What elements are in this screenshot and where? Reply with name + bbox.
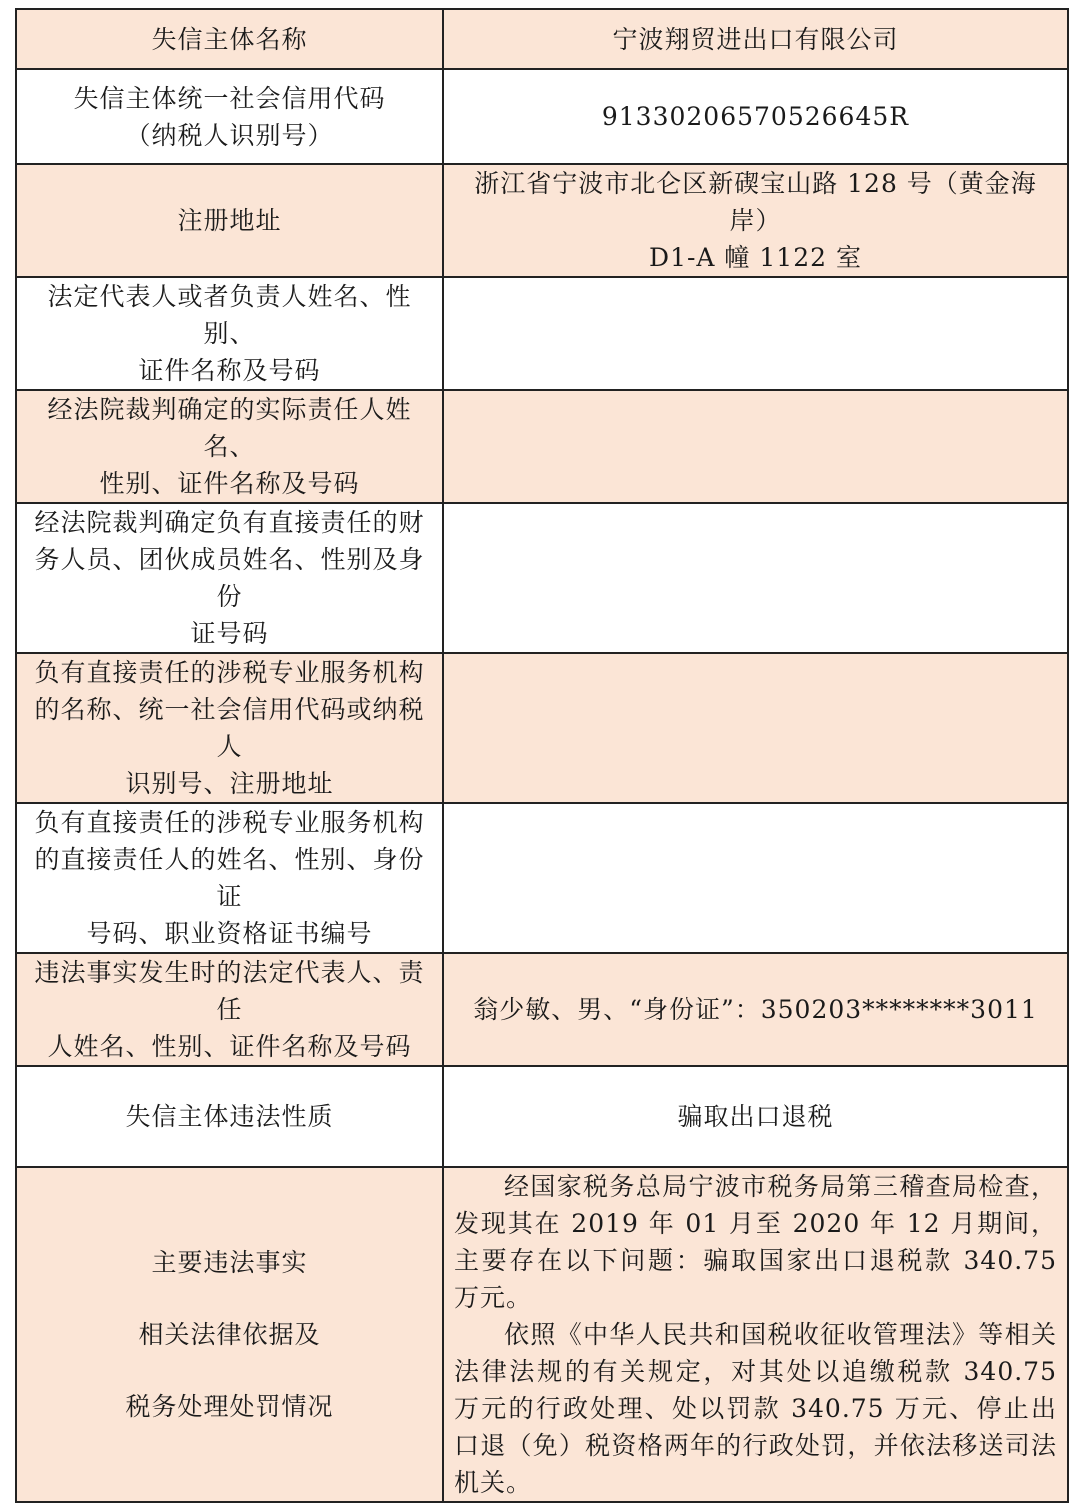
credit-code-label <box>16 69 443 164</box>
row-main-facts <box>16 1167 1068 1502</box>
entity-name-label-text: 失信主体名称 <box>151 24 308 54</box>
representative-at-violation-value-text: 翁少敏、男、“身份证”：350203********3011 <box>473 995 1038 1024</box>
main-facts-label-line-2: 相关法律依据及 <box>138 1319 321 1349</box>
entity-name-value-text: 宁波翔贸进出口有限公司 <box>612 24 899 54</box>
credit-code-value <box>443 69 1068 164</box>
representative-at-violation-label <box>16 953 443 1066</box>
tax-service-agency-label <box>16 653 443 803</box>
row-financial-staff <box>16 503 1068 653</box>
entity-name-label <box>16 9 443 69</box>
row-representative-at-violation <box>16 953 1068 1066</box>
tax-service-agency-label-text: 负有直接责任的涉税专业服务机构 的名称、统一社会信用代码或纳税人 识别号、注册地址 <box>34 658 425 798</box>
agency-responsible-label-text: 负有直接责任的涉税专业服务机构 的直接责任人的姓名、性别、身份证 号码、职业资格证书编号 <box>34 808 425 948</box>
agency-responsible-value <box>443 803 1068 953</box>
row-agency-responsible-person <box>16 803 1068 953</box>
violation-nature-label-text: 失信主体违法性质 <box>125 1102 334 1131</box>
registered-address-label-text: 注册地址 <box>177 206 282 235</box>
main-facts-value <box>443 1167 1068 1502</box>
row-tax-service-agency <box>16 653 1068 803</box>
actual-responsible-label-text: 经法院裁判确定的实际责任人姓名、 性别、证件名称及号码 <box>47 395 412 498</box>
representative-at-violation-value <box>443 953 1068 1066</box>
financial-staff-value <box>443 503 1068 653</box>
main-facts-label-line-3: 税务处理处罚情况 <box>125 1391 334 1421</box>
document-wrapper <box>15 8 1069 1503</box>
legal-representative-value <box>443 277 1068 390</box>
main-facts-paragraph-1: 经国家税务总局宁波市税务局第三稽查局检查，发现其在 2019 年 01 月至 2020 年 12 月期间，主要存在以下问题：骗取国家出口退税款 340.75 万元。 <box>454 1172 1057 1312</box>
agency-responsible-label <box>16 803 443 953</box>
entity-name-value <box>443 9 1068 69</box>
tax-service-agency-value <box>443 653 1068 803</box>
financial-staff-label-text: 经法院裁判确定负有直接责任的财 务人员、团伙成员姓名、性别及身份 证号码 <box>34 508 425 648</box>
main-facts-paragraph-2: 依照《中华人民共和国税收征收管理法》等相关法律法规的有关规定，对其处以追缴税款 340.75 万元的行政处理、处以罚款 340.75 万元、停止出口退（免）税资格两年的行政处罚，并依法移送司法机关。 <box>454 1320 1057 1497</box>
row-entity-name <box>16 9 1068 69</box>
credit-code-value-text: 91330206570526645R <box>601 102 910 131</box>
financial-staff-label <box>16 503 443 653</box>
row-actual-responsible-person <box>16 390 1068 503</box>
legal-representative-label <box>16 277 443 390</box>
violation-nature-label <box>16 1066 443 1167</box>
row-legal-representative <box>16 277 1068 390</box>
row-registered-address <box>16 164 1068 277</box>
registered-address-value-text: 浙江省宁波市北仑区新碶宝山路 128 号（黄金海岸） D1-A 幢 1122 室 <box>474 169 1037 272</box>
dishonest-entity-table <box>15 8 1069 1503</box>
actual-responsible-value <box>443 390 1068 503</box>
registered-address-label <box>16 164 443 277</box>
registered-address-value <box>443 164 1068 277</box>
actual-responsible-label <box>16 390 443 503</box>
row-credit-code <box>16 69 1068 164</box>
main-facts-label-line-1: 主要违法事实 <box>151 1247 308 1277</box>
main-facts-label <box>16 1167 443 1502</box>
violation-nature-value-text: 骗取出口退税 <box>677 1102 834 1131</box>
representative-at-violation-label-text: 违法事实发生时的法定代表人、责任 人姓名、性别、证件名称及号码 <box>34 958 425 1061</box>
violation-nature-value <box>443 1066 1068 1167</box>
row-violation-nature <box>16 1066 1068 1167</box>
legal-representative-label-text: 法定代表人或者负责人姓名、性别、 证件名称及号码 <box>47 282 412 385</box>
credit-code-label-text: 失信主体统一社会信用代码 （纳税人识别号） <box>73 83 386 150</box>
